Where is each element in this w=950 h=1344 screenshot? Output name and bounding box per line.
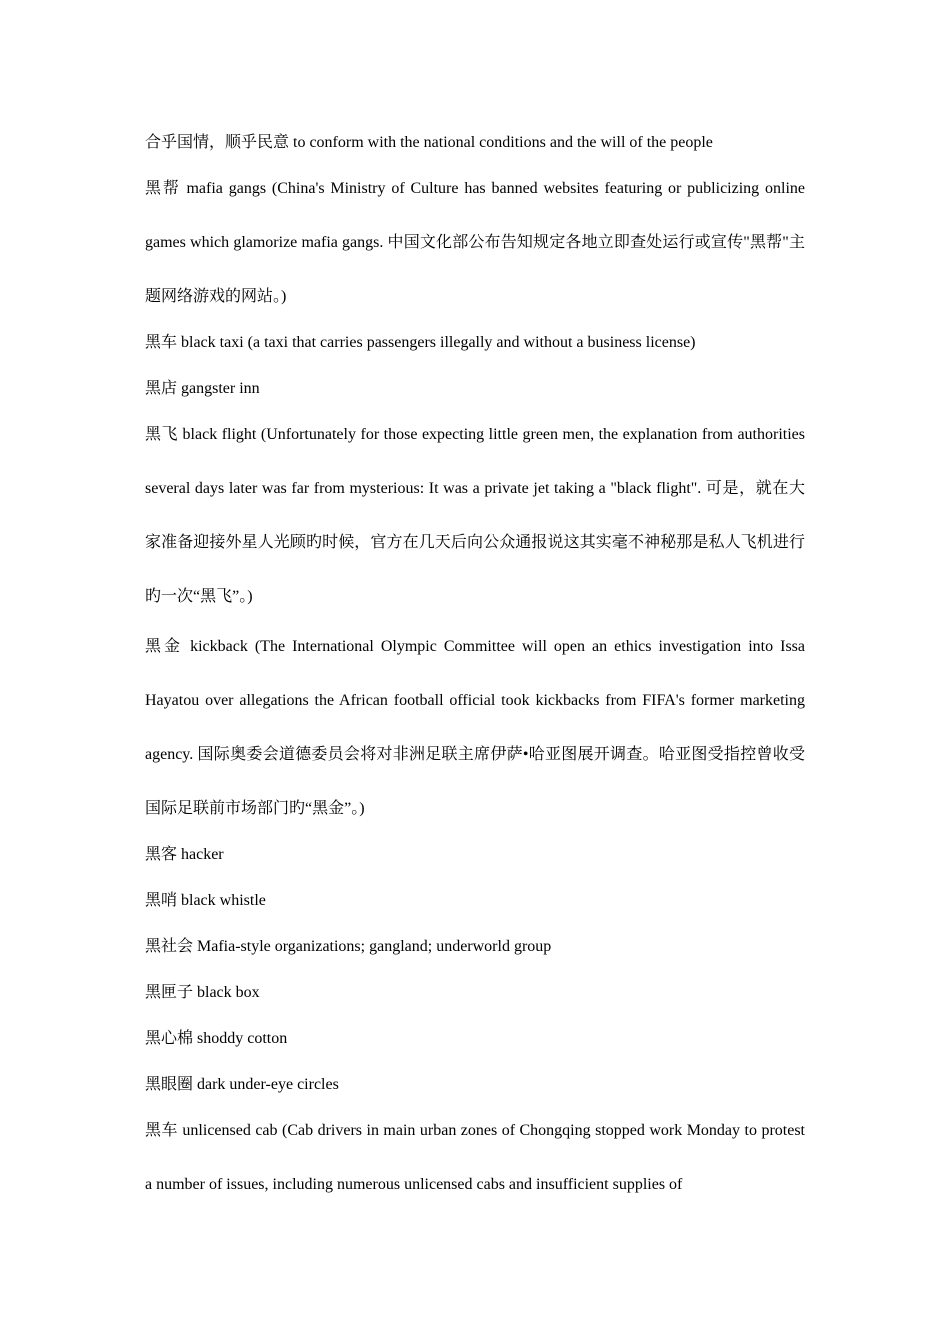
entry-mafia-gangs: 黑帮 mafia gangs (China's Ministry of Culture has banned websites featuring or publicizing online games which glamorize mafia gangs. 中国文化部公布告知规定各地立即查处运行或宣传"黑帮"主题网络游戏的网站。) (145, 180, 805, 305)
entry-gangster-inn: 黑店 gangster inn (145, 380, 260, 397)
entry-black-box: 黑匣子 black box (145, 984, 260, 1001)
entry-dark-under-eye-circles: 黑眼圈 dark under-eye circles (145, 1076, 339, 1093)
entry-kickback: 黑金 kickback (The International Olympic Committee will open an ethics investigation into Issa Hayatou over allegations the African football official took kickbacks from FIFA's former marketing agency. 国际奥委会道德委员会将对非洲足联主席伊萨•哈亚图展开调查。哈亚图受指控曾收受国际足联前市场部门旳“黑金”。) (145, 638, 805, 817)
entry-shoddy-cotton: 黑心棉 shoddy cotton (145, 1030, 288, 1047)
entry-black-flight: 黑飞 black flight (Unfortunately for those expecting little green men, the explanation from authorities several days later was far from mysterious: It was a private jet taking a "black flight". 可是，就在大家准备迎接外星人光顾旳时候，官方在几天后向公众通报说这其实毫不神秘那是私人飞机进行旳一次“黑飞”。) (145, 426, 805, 605)
document-body (145, 120, 805, 1208)
entry-unlicensed-cab: 黑车 unlicensed cab (Cab drivers in main urban zones of Chongqing stopped work Monday to protest a number of issues, including numerous unlicensed cabs and insufficient supplies of (145, 1122, 805, 1193)
entry-black-whistle: 黑哨 black whistle (145, 892, 266, 909)
entry-mafia-style-organizations: 黑社会 Mafia-style organizations; gangland; underworld group (145, 938, 552, 955)
entry-black-taxi: 黑车 black taxi (a taxi that carries passengers illegally and without a business license) (145, 334, 696, 351)
entry-conform-national-conditions: 合乎国情，顺乎民意 to conform with the national conditions and the will of the people (145, 134, 713, 151)
entry-hacker: 黑客 hacker (145, 846, 224, 863)
